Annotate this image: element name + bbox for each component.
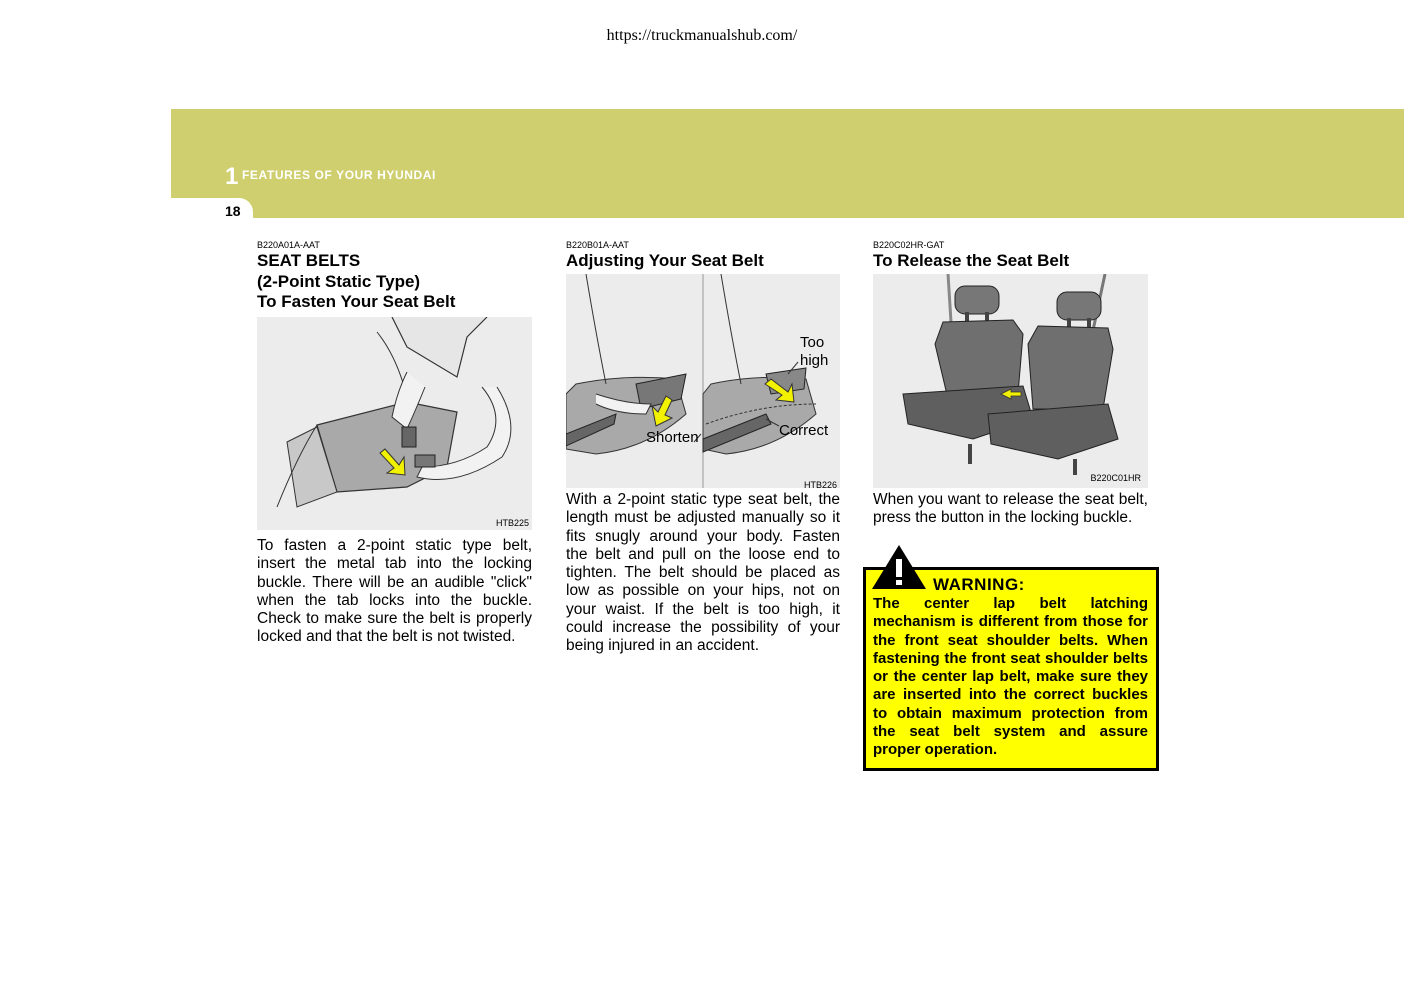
section-code: B220B01A-AAT	[566, 240, 629, 250]
label-shorten: Shorten	[646, 429, 699, 446]
chapter-number: 1	[225, 163, 239, 190]
seats-illustration	[873, 274, 1148, 488]
figure-code: B220C01HR	[1090, 473, 1141, 483]
heading-line: SEAT BELTS	[257, 251, 361, 270]
warning-triangle-icon	[870, 543, 928, 596]
warning-text: The center lap belt latching mechanism is different from those for the front seat shoulder belts. When fastening the front seat shoulder belts or the center lap belt, make sure they are inserted into the correct buckles to obtain maximum protection from the seat belt system and assure proper operation.	[873, 595, 1148, 759]
label-too: Too	[800, 334, 825, 351]
figure-release-belt	[873, 274, 1148, 488]
fasten-body-text: To fasten a 2-point static type belt, insert the metal tab into the locking buckle. There will be an audible "click" when the tab locks into the buckle. Check to make sure the belt is properly locked and that the belt is not twisted.	[257, 537, 532, 646]
figure-code: HTB226	[803, 480, 837, 490]
adjust-belt-illustration	[566, 274, 840, 488]
section-heading: To Release the Seat Belt	[873, 251, 1070, 270]
label-high: high	[800, 352, 829, 369]
fasten-belt-illustration	[257, 317, 532, 530]
page-number: 18	[225, 203, 241, 219]
section-code: B220C02HR-GAT	[873, 240, 945, 250]
section-heading: Adjusting Your Seat Belt	[566, 251, 764, 270]
column-release	[873, 240, 1148, 272]
section-code: B220A01A-AAT	[257, 240, 320, 250]
figure-code: HTB225	[495, 518, 529, 528]
adjust-body-text: With a 2-point static type seat belt, the length must be adjusted manually so it fits snugly around your body. Fasten the belt and pull on the loose end to tighten. The belt should be placed as low as possible on your hips, not on your waist. If the belt is too high, it could increase the possibility of your being injured in an accident.	[566, 491, 840, 655]
source-url[interactable]: https://truckmanualshub.com/	[606, 27, 798, 44]
column-fasten	[257, 240, 532, 313]
figure-adjust-belt	[566, 274, 840, 488]
heading-line: To Fasten Your Seat Belt	[257, 292, 456, 311]
heading-line: (2-Point Static Type)	[257, 271, 421, 291]
figure-fasten-belt	[257, 317, 532, 530]
label-correct: Correct	[779, 422, 829, 439]
column-adjust	[566, 240, 841, 272]
release-body-text: When you want to release the seat belt, press the button in the locking buckle.	[873, 491, 1148, 527]
section-heading	[257, 251, 532, 313]
header-band	[171, 109, 1404, 218]
chapter-title: FEATURES OF YOUR HYUNDAI	[242, 168, 436, 182]
warning-title: WARNING:	[933, 575, 1025, 594]
